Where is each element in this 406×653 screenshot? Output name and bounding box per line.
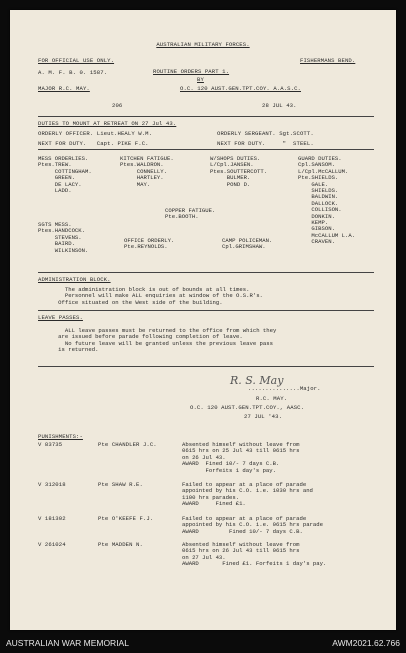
- divider: [38, 366, 374, 367]
- signatory-name: R.C. MAY.: [256, 395, 288, 402]
- kitchen-fatigue-list: KITCHEN FATIGUE. Ptes.WALDRON. CONNELLY. HARTLEY. MAY.: [120, 155, 174, 188]
- divider: [38, 149, 374, 150]
- form-number: A. M. F. B. 0. 1587.: [38, 69, 108, 76]
- divider: [38, 310, 374, 311]
- office-orderly-list: OFFICE ORDERLY. Pte.REYNOLDS.: [124, 237, 175, 251]
- footer-accession-number: AWM2021.62.766: [332, 638, 400, 648]
- divider: [38, 272, 374, 273]
- offence-text: Absented himself without leave from 0615 hrs on 25 Jul 43 till 0615 hrs on 26 Jul 43. AWARD Fined 10/- 7 days C.B. Forfeits 1 day's pay.: [182, 441, 300, 474]
- divider: [38, 116, 374, 117]
- wshops-duties-list: W/SHOPS DUTIES. L/Cpl.JANSEN. Ptes.SOUTTERCOTT. BULMER. POND D.: [210, 155, 268, 188]
- service-number: V 181302: [38, 515, 66, 522]
- orders-by: BY: [197, 76, 204, 83]
- duties-heading: DUTIES TO MOUNT AT RETREAT ON 27 Jul 43.: [38, 120, 177, 127]
- service-number: V 312018: [38, 481, 66, 488]
- admin-body: The administration block is out of bounds at all times. Personnel will make ALL enquiries at window of the O.S.R's. Office situated on the West side of the building.: [58, 286, 263, 306]
- signature-date: 27 JUL '43.: [244, 413, 283, 420]
- signature-line: ...............Major.: [248, 385, 321, 392]
- punishments-heading: PUNISHMENTS:-: [38, 433, 83, 440]
- offence-text: Failed to appear at a place of parade appointed by his C.O. i.e. 1030 hrs and 1100 hrs parades. AWARD Fined £1.: [182, 481, 313, 508]
- soldier-name: Pte CHANDLER J.C.: [98, 441, 157, 448]
- next-for-duty-left: NEXT FOR DUTY. Capt. PIKE F.C.: [38, 140, 149, 147]
- service-number: V 261024: [38, 541, 66, 548]
- unit-name: O.C. 120 AUST.GEN.TPT.COY. A.A.S.C.: [180, 85, 301, 92]
- document-page: [10, 10, 396, 630]
- location-label: FISHERMANS BEND.: [300, 57, 356, 64]
- official-use-label: FOR OFFICIAL USE ONLY.: [38, 57, 115, 64]
- admin-heading: ADMINISTRATION BLOCK.: [38, 276, 111, 283]
- offence-text: Absented himself without leave from 0615 hrs on 26 Jul 43 till 0615 hrs on 27 Jul 43. AWARD Fined £1. Forfeits 1 day's pay.: [182, 541, 327, 568]
- next-for-duty-right: NEXT FOR DUTY. " STEEL.: [217, 140, 314, 147]
- soldier-name: Pte O'KEEFE F.J.: [98, 515, 154, 522]
- handwritten-signature: R. S. May: [230, 374, 284, 387]
- orderly-sergeant: ORDERLY SERGEANT. Sgt.SCOTT.: [217, 130, 314, 137]
- leave-heading: LEAVE PASSES.: [38, 314, 83, 321]
- soldier-name: Pte MADDEN N.: [98, 541, 143, 548]
- offence-text: Failed to appear at a place of parade appointed by his C.O. i.e. 0615 hrs parade AWARD Fined 10/- 7 days C.B.: [182, 515, 323, 535]
- footer-bar: [0, 634, 406, 653]
- order-date: 28 JUL 43.: [262, 102, 297, 109]
- footer-credit: AUSTRALIAN WAR MEMORIAL: [6, 638, 129, 648]
- copper-fatigue-list: COPPER FATIGUE. Pte.BOOTH.: [165, 207, 216, 221]
- guard-duties-list: GUARD DUTIES. Cpl.SANSOM. L/Cpl.McCALLUM. Pte.SHIELDS. GALE. SHIELDS. BALDWIN. DALLOCK. COLLISON. DONKIN. KEMP. GIBSON. McCALLUM L.A. CRAVEN.: [298, 155, 356, 246]
- orders-title: ROUTINE ORDERS PART 1.: [153, 68, 230, 75]
- service-number: V 83735: [38, 441, 63, 448]
- order-number: 206: [112, 102, 123, 109]
- signatory-unit: O.C. 120 AUST.GEN.TPT.COY., AASC.: [190, 404, 305, 411]
- camp-policeman-list: CAMP POLICEMAN. Cpl.GRIMSHAW.: [222, 237, 273, 251]
- mess-orderlies-list: MESS ORDERLIES. Ptes.TREW. COTTINGHAM. GREEN. DE LACY. LADD.: [38, 155, 92, 195]
- commander-name: MAJOR R.C. MAY.: [38, 85, 90, 92]
- leave-body: ALL leave passes must be returned to the office from which they are issued before parade following completion of leave. No future leave will be granted unless the previous leave pass is returned.: [58, 327, 277, 354]
- sgts-mess-list: SGTS MESS. Ptes.HANDCOCK. STEVENS. BAIRD. WILKINSON.: [38, 221, 89, 254]
- soldier-name: Pte SHAW R.E.: [98, 481, 143, 488]
- orderly-officer: ORDERLY OFFICER. Lieut.HEALY W.M.: [38, 130, 153, 137]
- org-heading: AUSTRALIAN MILITARY FORCES.: [156, 41, 250, 48]
